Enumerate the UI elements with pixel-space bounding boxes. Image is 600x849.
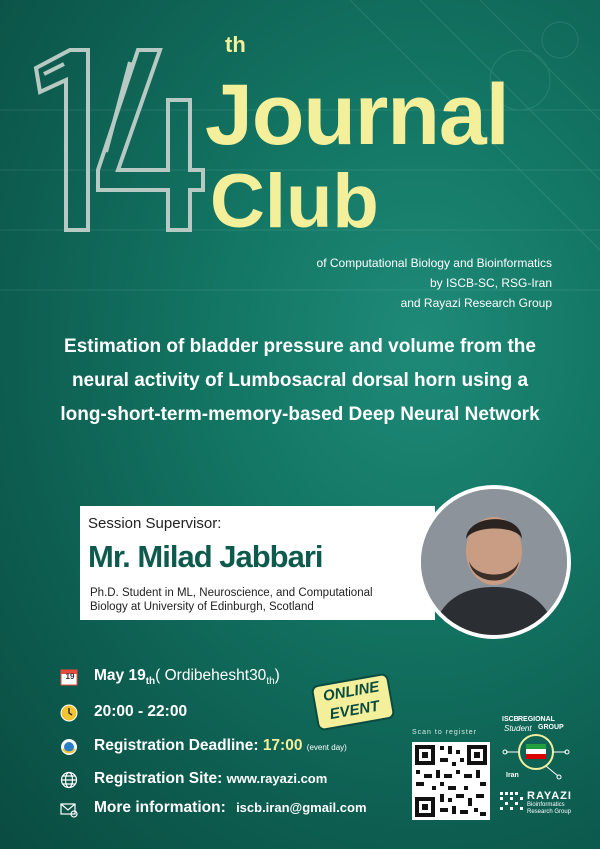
supervisor-name: Mr. Milad Jabbari	[88, 539, 323, 574]
date-main: May 19	[94, 667, 146, 684]
rayazi-subtitle: Bioinformatics	[527, 802, 565, 808]
registration-deadline	[94, 737, 347, 755]
talk-title-line: long-short-term-memory-based Deep Neural Network	[60, 404, 540, 425]
rsg-logo-icon	[500, 716, 572, 782]
rsg-student: Student	[504, 724, 532, 733]
date-persian: ( Ordibehesht30	[155, 667, 267, 684]
rsg-regional: REGIONAL	[518, 716, 555, 723]
event-date	[94, 667, 280, 687]
deadline-note: (event day)	[306, 743, 347, 752]
supervisor-desc-line: Ph.D. Student in ML, Neuroscience, and Computational	[90, 587, 373, 599]
qr-code-icon[interactable]	[412, 742, 490, 820]
supervisor-desc-line: Biology at University of Edinburgh, Scotland	[90, 601, 314, 613]
speaker-card	[80, 506, 435, 620]
email-icon	[60, 800, 78, 818]
talk-title	[40, 330, 560, 432]
date-suffix: th	[145, 676, 156, 688]
deadline-time: 17:00	[262, 737, 303, 754]
more-information	[94, 799, 367, 817]
rayazi-subtitle: Research Group	[527, 809, 572, 815]
online-label: ONLINE	[321, 678, 381, 705]
site-label: Registration Site:	[94, 770, 227, 787]
date-close: )	[274, 667, 280, 684]
subtitle-line: of Computational Biology and Bioinformatics	[316, 256, 552, 270]
speaker-photo	[417, 485, 571, 639]
rayazi-mark	[500, 792, 524, 814]
rsg-top-label: ISCB	[502, 716, 519, 723]
date-persian-suffix: th	[266, 676, 275, 688]
title-journal: Journal	[205, 67, 509, 163]
supervisor-description	[90, 586, 373, 614]
subtitle-line: and Rayazi Research Group	[400, 296, 552, 310]
rayazi-name: RAYAZI	[527, 790, 572, 802]
deadline-label: Registration Deadline:	[94, 737, 263, 754]
clock-icon	[60, 704, 78, 722]
deadline-icon	[60, 738, 78, 756]
registration-site	[94, 770, 327, 788]
talk-title-line: Estimation of bladder pressure and volume from the	[64, 336, 536, 357]
talk-title-line: neural activity of Lumbosacral dorsal horn using a	[71, 370, 529, 391]
globe-icon	[60, 771, 78, 789]
email-link[interactable]: iscb.iran@gmail.com	[236, 800, 367, 815]
ordinal-suffix: th	[225, 32, 246, 57]
rsg-country: Iran	[506, 772, 519, 779]
event-label: EVENT	[328, 697, 381, 724]
subtitle-line: by ISCB-SC, RSG-Iran	[429, 276, 552, 290]
rsg-group: GROUP	[538, 724, 564, 731]
title-club: Club	[210, 159, 379, 244]
calendar-day: 19	[65, 672, 75, 681]
subtitle	[317, 253, 552, 313]
more-label: More information:	[94, 799, 226, 816]
number-14-outline	[18, 40, 218, 240]
supervisor-label: Session Supervisor:	[88, 515, 222, 532]
person-icon	[421, 489, 567, 635]
event-time: 20:00 - 22:00	[94, 703, 188, 720]
site-link[interactable]: www.rayazi.com	[226, 771, 328, 786]
scan-label: Scan to register	[412, 729, 478, 736]
rayazi-logo-icon	[500, 790, 580, 818]
